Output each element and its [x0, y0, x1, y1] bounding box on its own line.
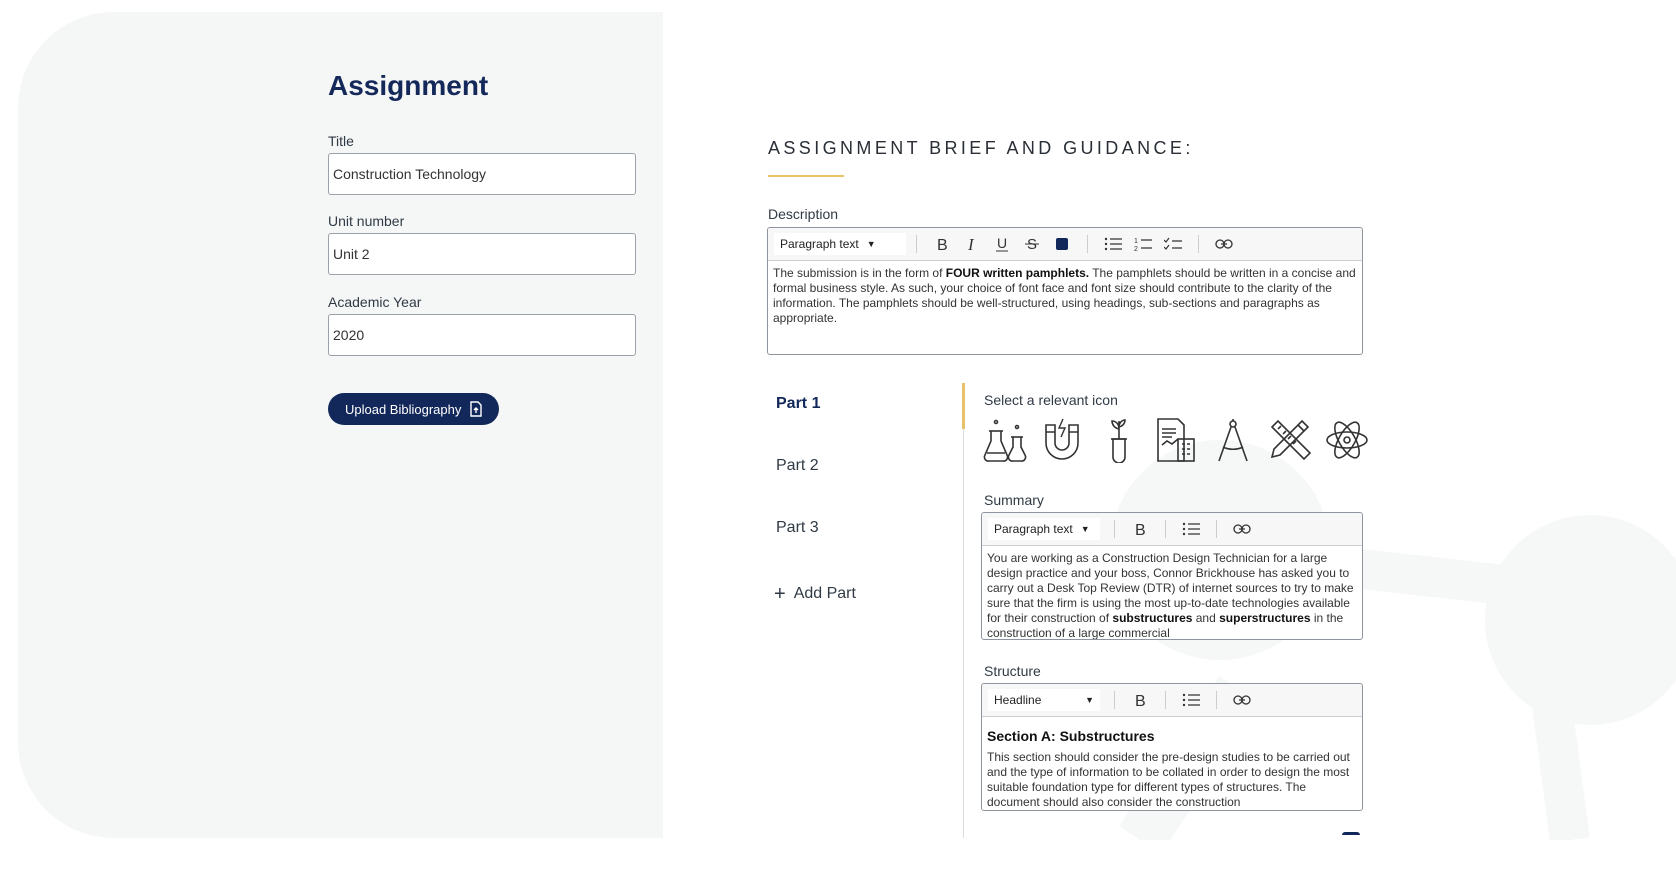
- checklist-icon: [1164, 237, 1182, 251]
- upload-bibliography-button[interactable]: [328, 393, 499, 425]
- svg-text:S: S: [1027, 236, 1038, 252]
- title-label: Title: [328, 133, 354, 149]
- format-dropdown-label: Paragraph text: [994, 522, 1073, 536]
- chevron-down-icon: ▼: [1080, 524, 1090, 534]
- color-swatch-icon: [1055, 237, 1069, 251]
- bold-button[interactable]: [1128, 517, 1152, 541]
- part-item-2[interactable]: Part 2: [776, 457, 819, 474]
- link-button[interactable]: [1230, 688, 1254, 712]
- italic-icon: [965, 236, 979, 252]
- svg-text:B: B: [937, 237, 948, 252]
- upload-bibliography-label: Upload Bibliography: [345, 401, 462, 417]
- summary-text[interactable]: You are working as a Construction Design Technician for a large design practice and your boss, Connor Brickhouse has asked you to carry out a Desk Top Review (DTR) of internet sources to try to make sure that the firm is using the most up-to-date technologies available for their construction of substructures and superstructures in the construction of a large commercial: [987, 551, 1354, 640]
- link-button[interactable]: [1230, 517, 1254, 541]
- bold-icon: [935, 236, 949, 252]
- summary-toolbar: [982, 513, 1362, 546]
- page-title: Assignment: [328, 70, 489, 101]
- bullet-list-icon: [1182, 522, 1200, 536]
- bold-button[interactable]: [1128, 688, 1152, 712]
- file-upload-icon: [469, 401, 483, 417]
- bullet-list-button[interactable]: [1179, 517, 1203, 541]
- parts-divider: [963, 383, 964, 838]
- add-part-label: Add Part: [793, 585, 856, 602]
- add-part-button[interactable]: [774, 585, 856, 603]
- chevron-down-icon: ▼: [1085, 695, 1094, 705]
- icon-select-label: Select a relevant icon: [984, 392, 1118, 408]
- structure-format-dropdown[interactable]: [988, 689, 1100, 711]
- structure-section-body: This section should consider the pre-design studies to be carried out and the type of information to be collated in order to design the most suitable foundation type for different types of structures. The document should also consider the construction: [987, 750, 1350, 809]
- pencil-ruler-icon[interactable]: [1267, 416, 1313, 464]
- link-icon: [1215, 238, 1233, 250]
- bold-icon: [1133, 692, 1147, 708]
- brief-heading: ASSIGNMENT BRIEF AND GUIDANCE:: [768, 138, 1194, 158]
- numbered-list-button[interactable]: [1131, 232, 1155, 256]
- summary-format-dropdown[interactable]: [988, 518, 1100, 540]
- description-text[interactable]: The submission is in the form of FOUR written pamphlets. The pamphlets should be written in a concise and formal business style. As such, your choice of font face and font size should contribute to the clarity of the information. The pamphlets should be well-structured, using headings, sub-sections and paragraphs as appropriate.: [773, 266, 1356, 325]
- description-editor: [767, 227, 1363, 355]
- document-building-icon[interactable]: [1153, 416, 1199, 464]
- italic-button[interactable]: [960, 232, 984, 256]
- format-dropdown-label: Headline: [994, 693, 1042, 707]
- svg-text:2: 2: [1134, 246, 1138, 252]
- bullet-list-icon: [1104, 237, 1122, 251]
- unit-number-input[interactable]: [328, 233, 636, 275]
- strikethrough-button[interactable]: [1020, 232, 1044, 256]
- part-item-3[interactable]: Part 3: [776, 519, 819, 536]
- academic-year-label: Academic Year: [328, 294, 422, 310]
- numbered-list-icon: [1134, 236, 1152, 252]
- svg-text:B: B: [1135, 693, 1146, 708]
- bullet-list-button[interactable]: [1101, 232, 1125, 256]
- active-part-indicator: [962, 383, 965, 429]
- link-icon: [1233, 523, 1251, 535]
- icon-picker: [982, 416, 1370, 464]
- svg-text:I: I: [968, 236, 974, 252]
- bullet-list-icon: [1182, 693, 1200, 707]
- chevron-down-icon: ▼: [866, 239, 876, 249]
- lab-flasks-icon[interactable]: [982, 416, 1028, 464]
- plus-icon: +: [774, 583, 786, 605]
- structure-editor: [981, 683, 1363, 811]
- summary-label: Summary: [984, 492, 1044, 508]
- text-color-button[interactable]: [1050, 232, 1074, 256]
- atom-icon[interactable]: [1324, 416, 1370, 464]
- format-dropdown-label: Paragraph text: [780, 237, 859, 251]
- underline-icon: [995, 236, 1009, 252]
- bold-button[interactable]: [930, 232, 954, 256]
- compass-drawing-icon[interactable]: [1210, 416, 1256, 464]
- part-item-1[interactable]: Part 1: [776, 395, 821, 412]
- svg-text:B: B: [1135, 522, 1146, 537]
- bold-icon: [1133, 521, 1147, 537]
- structure-section-heading: Section A: Substructures: [987, 728, 1155, 744]
- delete-icon[interactable]: [1342, 832, 1360, 841]
- academic-year-input[interactable]: [328, 314, 636, 356]
- link-button[interactable]: [1212, 232, 1236, 256]
- description-format-dropdown[interactable]: [774, 233, 906, 255]
- structure-toolbar: [982, 684, 1362, 717]
- description-label: Description: [768, 206, 839, 222]
- heading-underline: [768, 175, 844, 177]
- checklist-button[interactable]: [1161, 232, 1185, 256]
- bullet-list-button[interactable]: [1179, 688, 1203, 712]
- description-toolbar: [768, 228, 1362, 261]
- strikethrough-icon: [1025, 236, 1039, 252]
- underline-button[interactable]: [990, 232, 1014, 256]
- svg-text:1: 1: [1134, 238, 1138, 245]
- unit-number-label: Unit number: [328, 213, 405, 229]
- title-input[interactable]: [328, 153, 636, 195]
- structure-label: Structure: [984, 663, 1041, 679]
- link-icon: [1233, 694, 1251, 706]
- magnet-icon[interactable]: [1039, 416, 1085, 464]
- structure-text[interactable]: [982, 717, 1362, 811]
- svg-text:U: U: [997, 236, 1008, 251]
- test-tube-plant-icon[interactable]: [1096, 416, 1142, 464]
- summary-editor: [981, 512, 1363, 640]
